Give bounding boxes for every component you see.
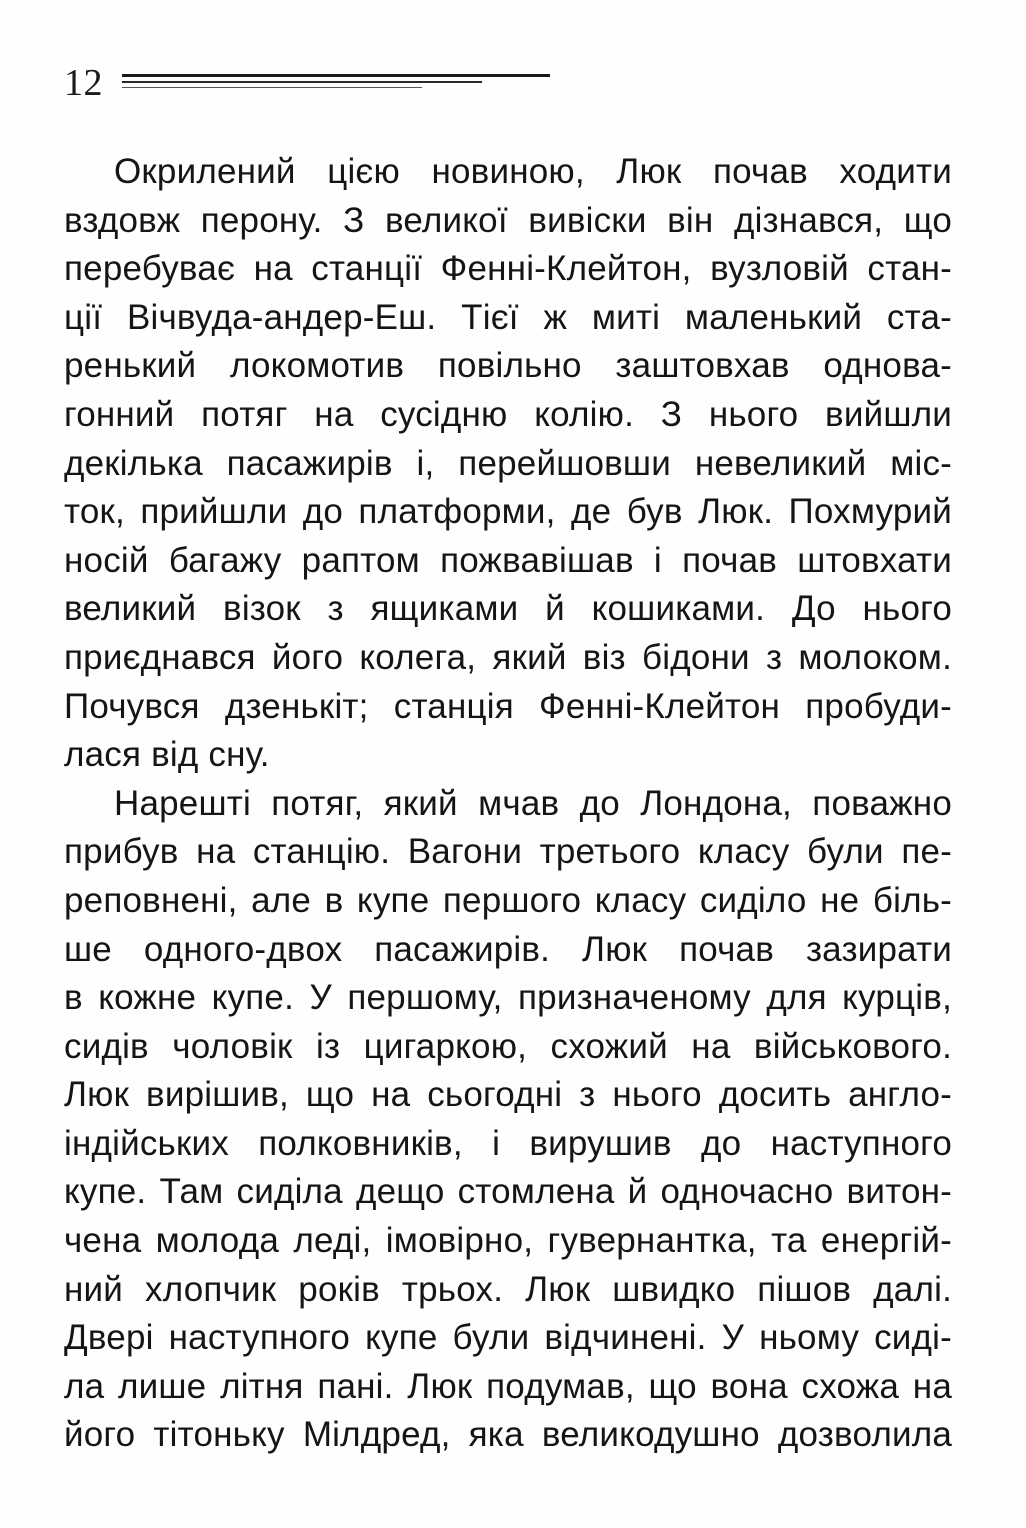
page-header (64, 58, 103, 102)
text-line: перебуває на станції Фенні-Клейтон, вузловій стан- (64, 249, 952, 289)
text-line: ний хлопчик років трьох. Люк швидко пішов далі. (64, 1269, 952, 1309)
text-line: носій багажу раптом пожвавішав і почав штовхати (64, 540, 952, 580)
text-line: Двері наступного купе були відчинені. У ньому сиді- (64, 1318, 952, 1358)
text-line: лася від сну. (64, 735, 270, 775)
text-line: ції Вічвуда-андер-Еш. Тієї ж миті маленький ста- (64, 297, 952, 337)
text-line: ла лише літня пані. Люк подумав, що вона схожа на (64, 1366, 952, 1406)
header-rule (122, 74, 550, 94)
text-line: великий візок з ящиками й кошиками. До нього (64, 589, 952, 629)
text-line: індійських полковників, і вирушив до наступного (64, 1123, 952, 1163)
text-line: вздовж перону. З великої вивіски він дізнався, що (64, 200, 952, 240)
body-text (64, 148, 952, 1460)
text-line: Нарешті потяг, який мчав до Лондона, поважно (114, 783, 952, 823)
header-rule-line (122, 74, 550, 77)
text-line: Окрилений цією новиною, Люк почав ходити (114, 152, 952, 191)
text-line: ренький локомотив повільно заштовхав однова- (64, 346, 952, 386)
text-line: в кожне купе. У першому, призначеному для курців, (64, 978, 952, 1018)
text-line: Люк вирішив, що на сьогодні з нього досить англо- (64, 1075, 952, 1115)
text-line: ток, прийшли до платформи, де був Люк. Похмурий (64, 492, 952, 532)
header-rule-line (122, 87, 422, 88)
text-line: реповнені, але в купе першого класу сиділо не біль- (64, 880, 952, 920)
header-rule-line (122, 81, 482, 83)
text-line: декілька пасажирів і, перейшовши невеликий міс- (64, 443, 952, 483)
text-line: прибув на станцію. Вагони третього класу були пе- (64, 832, 952, 872)
text-line: чена молода леді, імовірно, гувернантка, та енергій- (64, 1221, 952, 1261)
text-line: гонний потяг на сусідню колію. З нього вийшли (64, 394, 952, 434)
text-line: ше одного-двох пасажирів. Люк почав зазирати (64, 929, 952, 969)
text-line: приєднався його колега, який віз бідони з молоком. (64, 637, 952, 677)
text-line: його тітоньку Мілдред, яка великодушно дозволила (64, 1415, 952, 1455)
text-line: сидів чоловік із цигаркою, схожий на військового. (64, 1026, 952, 1066)
text-line: купе. Там сиділа дещо стомлена й одночасно витон- (64, 1172, 952, 1212)
page-number: 12 (64, 62, 103, 104)
text-line: Почувся дзенькіт; станція Фенні-Клейтон пробуди- (64, 686, 952, 726)
